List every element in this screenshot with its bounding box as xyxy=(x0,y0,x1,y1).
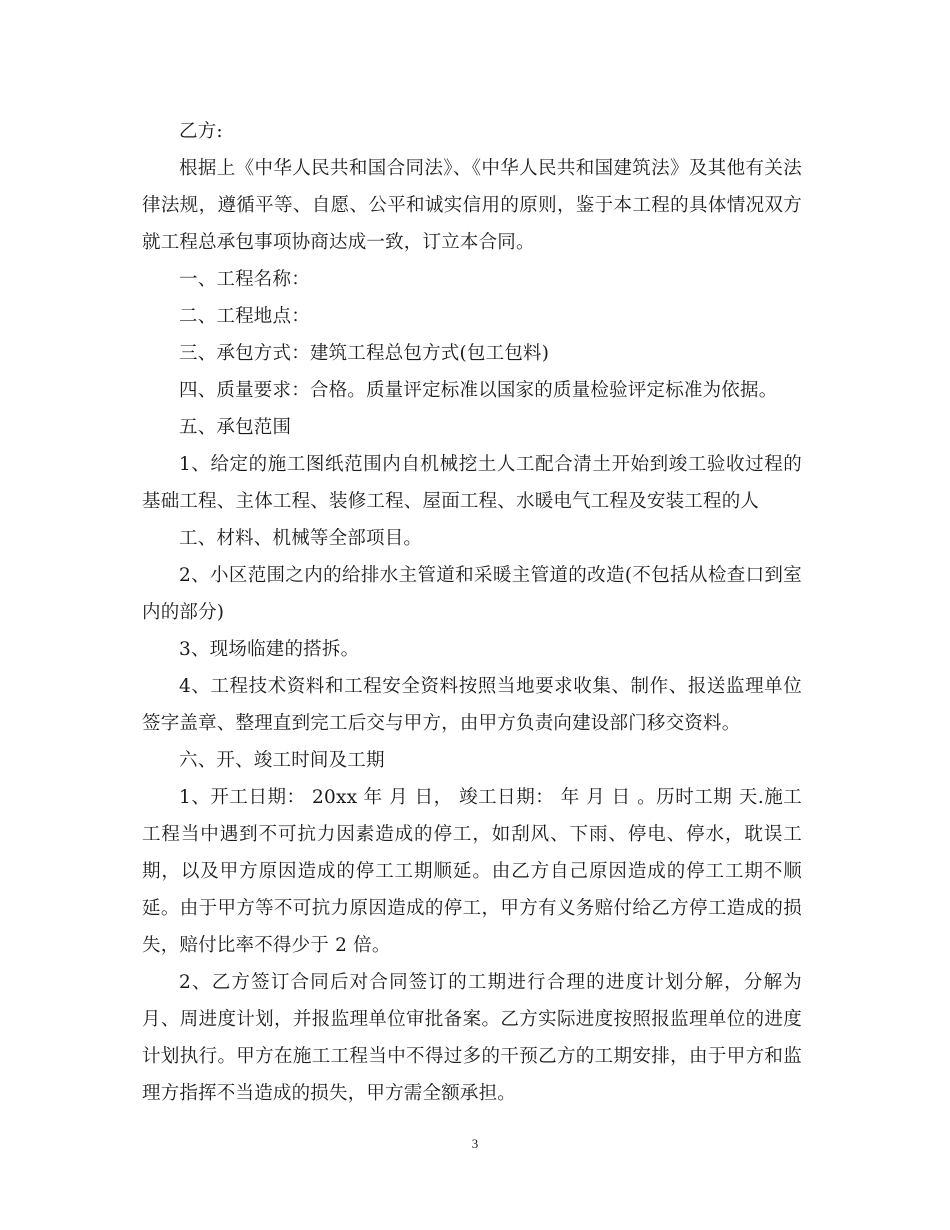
contract-method-clause: 三、承包方式：建筑工程总包方式(包工包料) xyxy=(179,343,550,364)
schedule-item-1: 1、开工日期： 20xx 年 月 日， 竣工日期： 年 月 日 。历时工期 天.施工工程当中遇到不可抗力因素造成的停工，如刮风、下雨、停电、停水，耽误工期，以及甲方原因造成的停工工期顺延。由乙方自己原因造成的停工工期不顺延。由于甲方等不可抗力原因造成的停工，甲方有义务赔付给乙方停工造成的损失，赔付比率不得少于 2 倍。 xyxy=(142,787,802,956)
scope-item-1-continued: 工、材料、机械等全部项目。 xyxy=(179,528,423,549)
schedule-heading: 六、开、竣工时间及工期 xyxy=(179,750,385,771)
quality-requirement-clause: 四、质量要求：合格。质量评定标准以国家的质量检验评定标准为依据。 xyxy=(179,380,778,401)
project-location-clause: 二、工程地点： xyxy=(179,306,310,327)
scope-item-2: 2、小区范围之内的给排水主管道和采暖主管道的改造(不包括从检查口到室内的部分) xyxy=(142,565,802,623)
scope-item-1: 1、给定的施工图纸范围内自机械挖土人工配合清土开始到竣工验收过程的基础工程、主体工程、装修工程、屋面工程、水暖电气工程及安装工程的人 xyxy=(142,454,802,512)
preamble-paragraph: 根据上《中华人民共和国合同法》、《中华人民共和国建筑法》及其他有关法律法规，遵循平等、自愿、公平和诚实信用的原则，鉴于本工程的具体情况双方就工程总承包事项协商达成一致，订立本合同。 xyxy=(142,158,802,253)
project-name-clause: 一、工程名称： xyxy=(179,269,310,290)
scope-item-4: 4、工程技术资料和工程安全资料按照当地要求收集、制作、报送监理单位签字盖章、整理直到完工后交与甲方，由甲方负责向建设部门移交资料。 xyxy=(142,676,802,734)
scope-item-3: 3、现场临建的搭拆。 xyxy=(179,639,360,660)
scope-heading: 五、承包范围 xyxy=(179,417,292,438)
party-b-label: 乙方: xyxy=(179,121,223,142)
page-number: 3 xyxy=(471,1136,479,1151)
schedule-item-2: 2、乙方签订合同后对合同签订的工期进行合理的进度计划分解，分解为月、周进度计划，并报监理单位审批备案。乙方实际进度按照报监理单位的进度计划执行。甲方在施工工程当中不得过多的干预乙方的工期安排，由于甲方和监理方指挥不当造成的损失，甲方需全额承担。 xyxy=(142,972,802,1104)
document-body xyxy=(142,113,802,1112)
